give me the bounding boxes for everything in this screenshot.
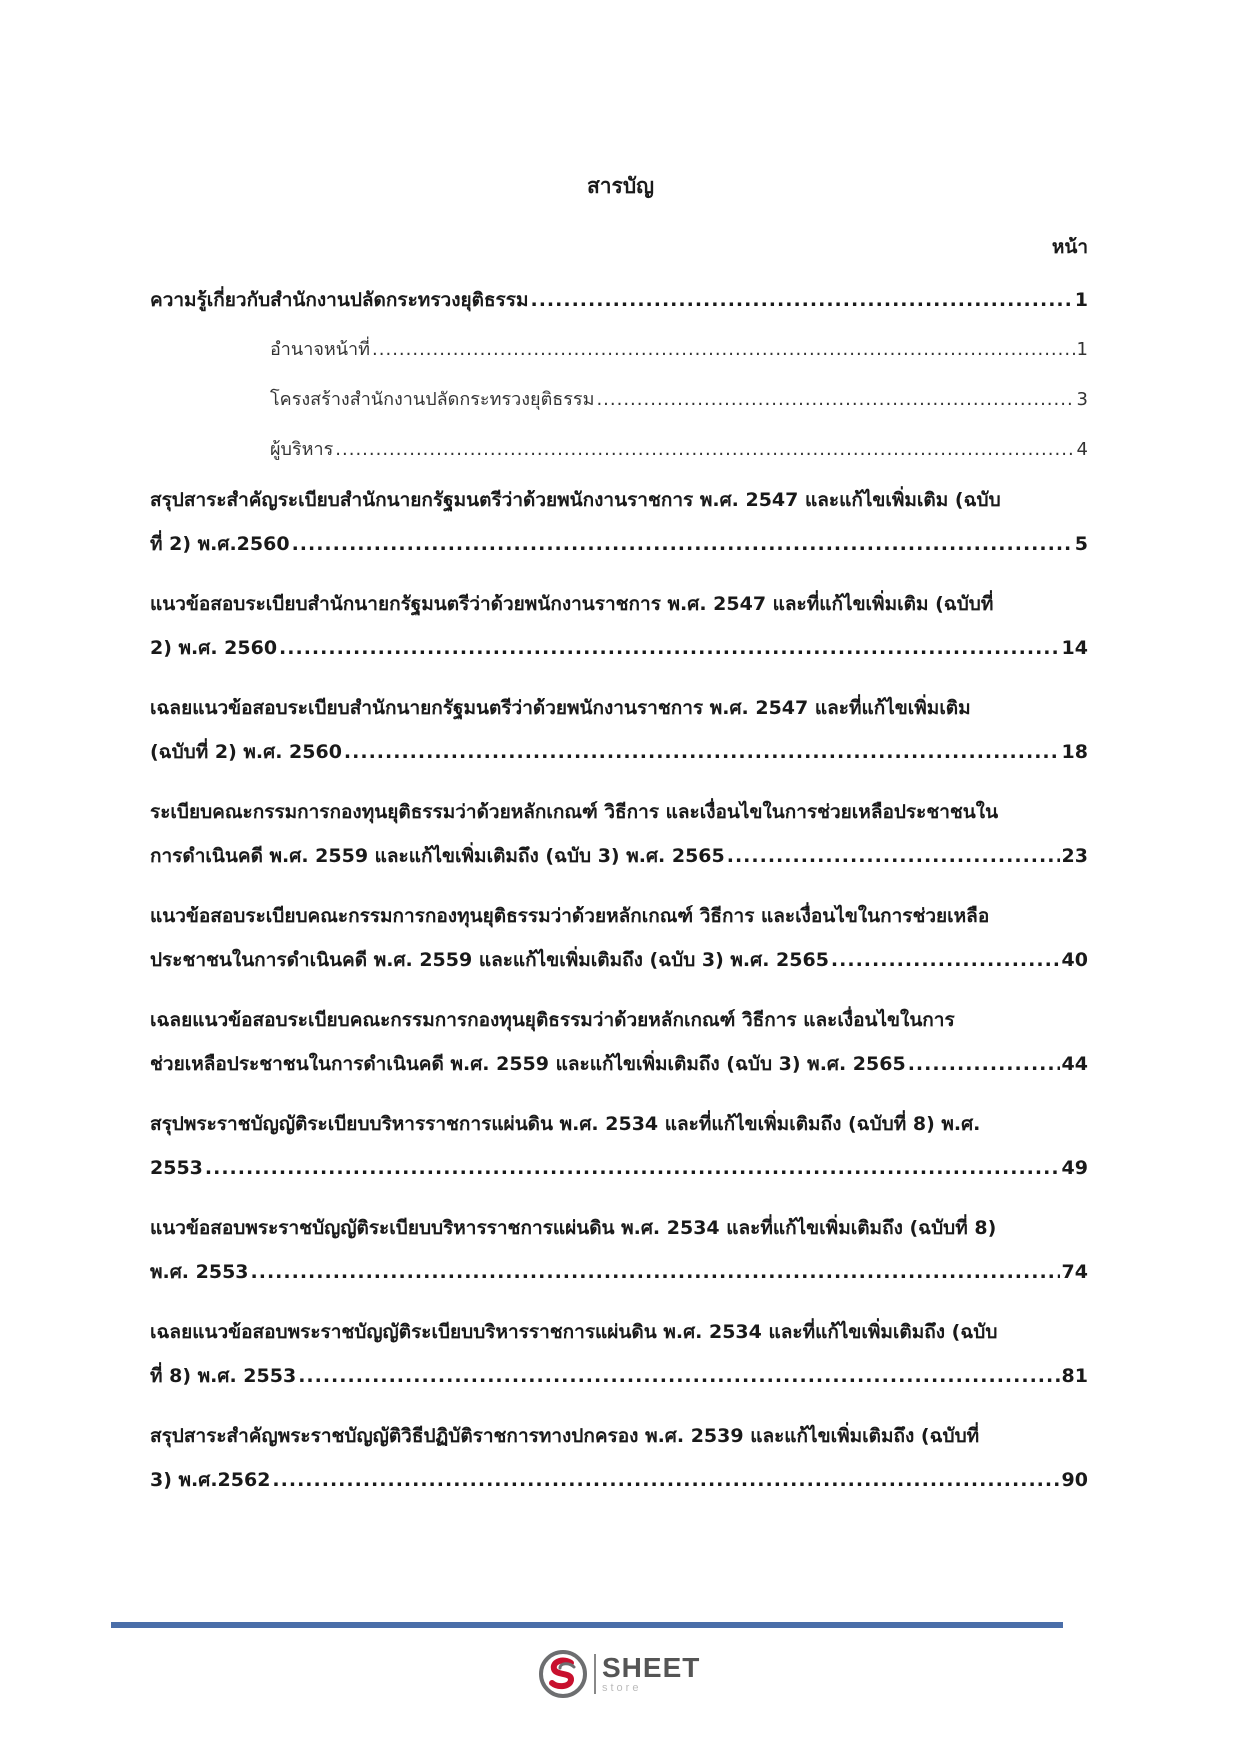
logo-separator (594, 1654, 596, 1694)
toc-page-number: 1 (1074, 289, 1088, 311)
toc-entry-text: ช่วยเหลือประชาชนในการดำเนินคดี พ.ศ. 2559 และแก้ไขเพิ่มเติมถึง (ฉบับ 3) พ.ศ. 2565 (150, 1053, 906, 1075)
toc-entry-text: ระเบียบคณะกรรมการกองทุนยุติธรรมว่าด้วยหลักเกณฑ์ วิธีการ และเงื่อนไขในการช่วยเหลือประชาชนใน (150, 801, 999, 823)
toc-entry[interactable] (150, 485, 1088, 559)
toc-entry-text: การดำเนินคดี พ.ศ. 2559 และแก้ไขเพิ่มเติมถึง (ฉบับ 3) พ.ศ. 2565 (150, 845, 725, 867)
leader-dots (530, 285, 1072, 315)
toc-page-number: 1 (1076, 339, 1088, 360)
toc-entry-text: เฉลยแนวข้อสอบระเบียบคณะกรรมการกองทุนยุติธรรมว่าด้วยหลักเกณฑ์ วิธีการ และเงื่อนไขในการ (150, 1009, 955, 1031)
toc-entry-text: เฉลยแนวข้อสอบระเบียบสำนักนายกรัฐมนตรีว่าด้วยพนักงานราชการ พ.ศ. 2547 และที่แก้ไขเพิ่มเติม (150, 697, 971, 719)
toc-entry[interactable] (150, 693, 1088, 767)
page-title: สารบัญ (586, 174, 655, 198)
toc-entry-text: ประชาชนในการดำเนินคดี พ.ศ. 2559 และแก้ไขเพิ่มเติมถึง (ฉบับ 3) พ.ศ. 2565 (150, 949, 829, 971)
toc-page-number: 40 (1061, 949, 1088, 971)
leader-dots (205, 1153, 1060, 1183)
toc-page-number: 90 (1061, 1469, 1088, 1491)
toc-entry-text: 2) พ.ศ. 2560 (150, 637, 278, 659)
toc-entry[interactable] (150, 901, 1088, 975)
leader-dots (279, 633, 1060, 663)
toc-entry-text: แนวข้อสอบระเบียบสำนักนายกรัฐมนตรีว่าด้วยพนักงานราชการ พ.ศ. 2547 และที่แก้ไขเพิ่มเติม (ฉบับที่ (150, 593, 994, 615)
leader-dots (727, 841, 1060, 871)
toc-subentry[interactable] (270, 385, 1088, 415)
toc-page-number: 81 (1061, 1365, 1088, 1387)
leader-dots (908, 1049, 1060, 1079)
leader-dots (344, 737, 1060, 767)
leader-dots (251, 1257, 1060, 1287)
page-column-header: หน้า (1051, 236, 1088, 258)
toc-entry-text: อำนาจหน้าที่ (270, 339, 371, 360)
logo-wordmark: SHEET (602, 1652, 701, 1683)
toc-entry-text: พ.ศ. 2553 (150, 1261, 249, 1283)
toc-entry-line1 (150, 485, 1088, 515)
toc-entry-text: ผู้บริหาร (270, 439, 334, 460)
toc-entry-text: สรุปสาระสำคัญระเบียบสำนักนายกรัฐมนตรีว่าด้วยพนักงานราชการ พ.ศ. 2547 และแก้ไขเพิ่มเติม (ฉบับ (150, 489, 1001, 511)
leader-dots (272, 1465, 1059, 1495)
toc-entry-text: ความรู้เกี่ยวกับสำนักงานปลัดกระทรวงยุติธรรม (150, 289, 529, 311)
toc-entry-text: 2553 (150, 1157, 203, 1179)
leader-dots (292, 529, 1073, 559)
toc-page-number: 74 (1061, 1261, 1088, 1283)
toc-entry-text: แนวข้อสอบพระราชบัญญัติระเบียบบริหารราชการแผ่นดิน พ.ศ. 2534 และที่แก้ไขเพิ่มเติมถึง (ฉบับที่ 8) (150, 1217, 997, 1239)
toc-entry[interactable] (150, 1421, 1088, 1495)
toc-page-number: 49 (1061, 1157, 1088, 1179)
toc-entry[interactable] (150, 589, 1088, 663)
leader-dots (831, 945, 1060, 975)
toc-entry-text: ที่ 2) พ.ศ.2560 (150, 533, 290, 555)
footer-rule (111, 1622, 1063, 1628)
toc-page-number: 23 (1061, 845, 1088, 867)
leader-dots (372, 335, 1075, 365)
toc-page-number: 18 (1061, 741, 1088, 763)
toc-entry[interactable] (150, 1317, 1088, 1391)
toc-entry[interactable] (150, 1005, 1088, 1079)
toc-page-number: 14 (1061, 637, 1088, 659)
toc-entry-text: แนวข้อสอบระเบียบคณะกรรมการกองทุนยุติธรรมว่าด้วยหลักเกณฑ์ วิธีการ และเงื่อนไขในการช่วยเหลือ (150, 905, 990, 927)
toc-entry-text: เฉลยแนวข้อสอบพระราชบัญญัติระเบียบบริหารราชการแผ่นดิน พ.ศ. 2534 และที่แก้ไขเพิ่มเติมถึง (ฉบับ (150, 1321, 998, 1343)
leader-dots (298, 1361, 1059, 1391)
toc-entry[interactable] (150, 1109, 1088, 1183)
toc-page-number: 4 (1076, 439, 1088, 460)
toc-entry-text: 3) พ.ศ.2562 (150, 1469, 271, 1491)
toc-entry-text: ที่ 8) พ.ศ. 2553 (150, 1365, 297, 1387)
toc-entry[interactable] (150, 285, 1088, 315)
toc-entry[interactable] (150, 797, 1088, 871)
toc-entry[interactable] (150, 1213, 1088, 1287)
toc-subentry[interactable] (270, 435, 1088, 465)
leader-dots (596, 385, 1074, 415)
toc-entry-text: สรุปพระราชบัญญัติระเบียบบริหารราชการแผ่นดิน พ.ศ. 2534 และที่แก้ไขเพิ่มเติมถึง (ฉบับที่ 8) พ.ศ. (150, 1113, 981, 1135)
toc-entry-text: สรุปสาระสำคัญพระราชบัญญัติวิธีปฏิบัติราชการทางปกครอง พ.ศ. 2539 และแก้ไขเพิ่มเติมถึง (ฉบับที่ (150, 1425, 980, 1447)
toc-page-number: 3 (1076, 389, 1088, 410)
toc-entry-text: (ฉบับที่ 2) พ.ศ. 2560 (150, 741, 342, 763)
leader-dots (335, 435, 1074, 465)
logo-subtext: store (602, 1682, 642, 1694)
toc-entry-text: โครงสร้างสำนักงานปลัดกระทรวงยุติธรรม (270, 389, 595, 410)
logo-s-icon (538, 1649, 588, 1699)
toc-page-number: 44 (1061, 1053, 1088, 1075)
sheet-store-logo (538, 1648, 700, 1700)
toc-subentry[interactable] (270, 335, 1088, 365)
toc-page-number: 5 (1074, 533, 1088, 555)
